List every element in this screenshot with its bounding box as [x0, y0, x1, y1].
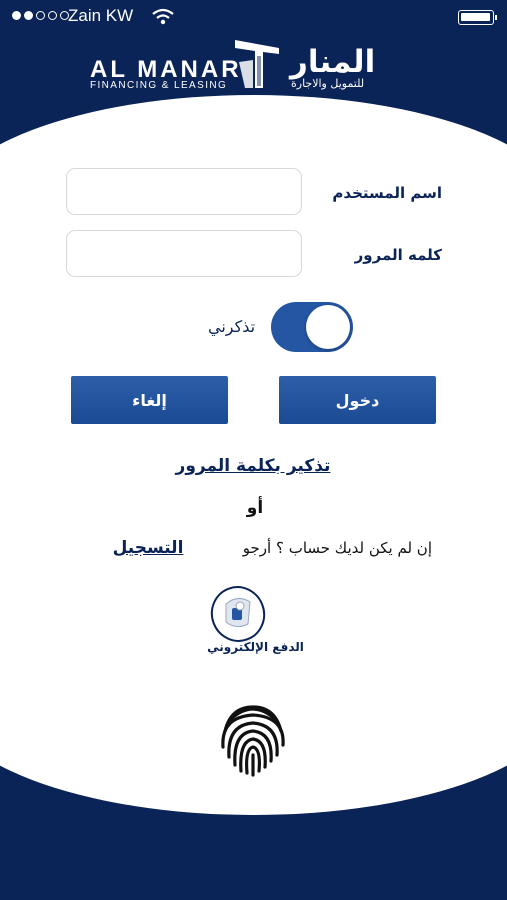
password-label: كلمه المرور [354, 246, 442, 264]
no-account-text: إن لم يكن لديك حساب ؟ أرجو [242, 539, 432, 557]
remember-me-label: تذكرني [208, 317, 256, 336]
logo-ar-subtitle: للتمويل والاجارة [291, 77, 365, 90]
or-separator: أو [246, 498, 264, 518]
status-bar [0, 0, 507, 34]
register-link[interactable]: التسجيل [112, 538, 184, 558]
epay-icon [198, 584, 313, 644]
logo-en-name: AL MANAR [90, 56, 242, 83]
password-input[interactable] [66, 230, 302, 277]
forgot-password-link[interactable]: تذكير بكلمة المرور [175, 456, 331, 476]
cancel-button-label: إلغاء [132, 390, 167, 410]
tower-logo-icon [233, 38, 281, 90]
brand-logo [85, 38, 425, 98]
carrier-name: Zain KW [68, 6, 134, 25]
epay-label: الدفع الإلكتروني [207, 640, 304, 654]
battery-icon [458, 10, 494, 25]
login-button[interactable] [279, 376, 436, 424]
username-input[interactable] [66, 168, 302, 215]
remember-me-toggle[interactable] [271, 302, 353, 352]
epay-button[interactable] [198, 584, 313, 664]
cancel-button[interactable] [71, 376, 228, 424]
toggle-knob [306, 305, 350, 349]
fingerprint-icon[interactable] [213, 697, 293, 777]
logo-ar-name: المنار [290, 44, 376, 80]
wifi-icon [152, 8, 174, 25]
logo-en-subtitle: FINANCING & LEASING [90, 80, 228, 91]
login-button-label: دخول [335, 390, 380, 410]
username-label: اسم المستخدم [332, 184, 442, 202]
signal-strength-icon [12, 11, 69, 20]
